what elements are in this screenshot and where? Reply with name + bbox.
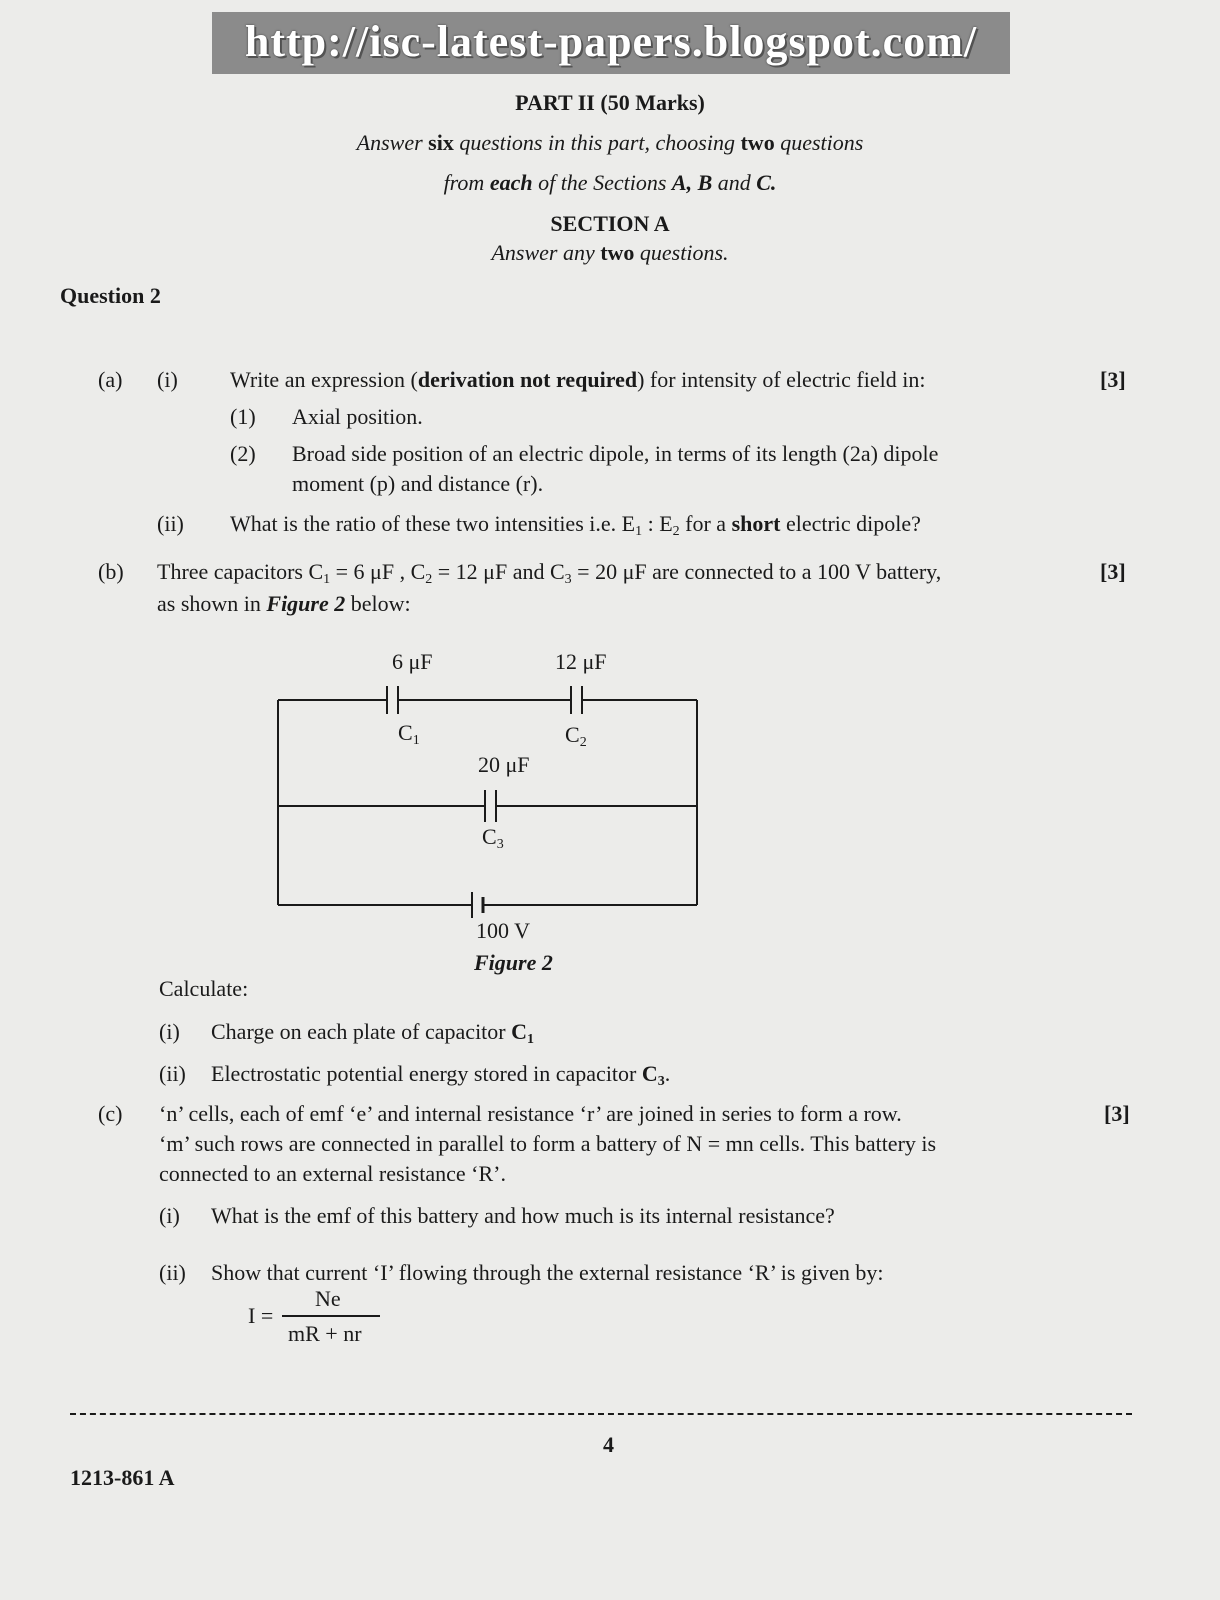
section-instruction: Answer any two questions. (491, 240, 729, 265)
part-a-label: (a) (98, 367, 123, 392)
c3-value-label: 20 μF (478, 752, 530, 777)
section-heading: SECTION A (550, 211, 670, 236)
part-c-label: (c) (98, 1101, 123, 1126)
banner-url: http://isc-latest-papers.blogspot.com/ (244, 17, 978, 66)
part-b-ii-text: Electrostatic potential energy stored in capacitor $C_3$. (211, 1061, 671, 1089)
part-c-ii-label: (ii) (159, 1260, 186, 1285)
c3-name-label: $C_3$ (482, 824, 504, 852)
part-c-line1: ‘n’ cells, each of emf ‘e’ and internal resistance ‘r’ are joined in series to form a row. (159, 1101, 902, 1126)
part-b-i-text: Charge on each plate of capacitor $C_1$ (211, 1019, 535, 1047)
c1-name-label: $C_1$ (398, 720, 420, 748)
figure-caption: Figure 2 (474, 950, 553, 975)
sub2-line1: Broad side position of an electric dipole, in terms of its length (2a) dipole (292, 441, 939, 466)
part-b-line2: as shown in Figure 2 below: (157, 591, 411, 616)
part-a-i-text: Write an expression (derivation not required) for intensity of electric field in: (230, 367, 926, 392)
sub1-label: (1) (230, 404, 256, 429)
c2-name-label: $C_2$ (565, 722, 587, 750)
formula-numerator: Ne (315, 1286, 341, 1311)
footer-divider (70, 1413, 1132, 1415)
part-b-marks: [3] (1100, 559, 1126, 584)
part-c-marks: [3] (1104, 1101, 1130, 1126)
part-a-ii-label: (ii) (157, 511, 184, 536)
sub1-text: Axial position. (292, 404, 423, 429)
formula-fraction-bar (282, 1315, 380, 1317)
part-b-line1: Three capacitors $C_1 = 6$ μF , $C_2 = 12$ μF and $C_3 = 20$ μF are connected to a 100 V battery, (157, 559, 942, 587)
part-b-i-label: (i) (159, 1019, 180, 1044)
part-instruction-line1: Answer six questions in this part, choosing two questions (356, 130, 864, 155)
battery-label: 100 V (476, 918, 530, 943)
question-title: Question 2 (60, 283, 161, 308)
formula-lhs: I = (248, 1303, 274, 1328)
part-instruction-line2: from each of the Sections A, B and C. (443, 170, 777, 195)
c2-value-label: 12 μF (555, 649, 607, 674)
paper-code: 1213-861 A (70, 1465, 175, 1490)
part-a-i-label: (i) (157, 367, 178, 392)
sub2-label: (2) (230, 441, 256, 466)
part-c-ii-text: Show that current ‘I’ flowing through the external resistance ‘R’ is given by: (211, 1260, 884, 1285)
part-b-ii-label: (ii) (159, 1061, 186, 1086)
part-c-line2: ‘m’ such rows are connected in parallel to form a battery of N = mn cells. This battery is (159, 1131, 937, 1156)
c1-value-label: 6 μF (392, 649, 433, 674)
part-c-i-text: What is the emf of this battery and how much is its internal resistance? (211, 1203, 835, 1228)
part-c-i-label: (i) (159, 1203, 180, 1228)
part-a-marks: [3] (1100, 367, 1126, 392)
site-banner (212, 12, 1010, 74)
part-b-label: (b) (98, 559, 124, 584)
part-c-line3: connected to an external resistance ‘R’. (159, 1161, 506, 1186)
page-number: 4 (603, 1432, 614, 1457)
calculate-label: Calculate: (159, 976, 249, 1001)
part-a-ii-text: What is the ratio of these two intensities i.e. $E_1$ : $E_2$ for a short electric dipole? (230, 511, 921, 539)
sub2-line2: moment (p) and distance (r). (292, 471, 544, 496)
part-heading: PART II (50 Marks) (515, 90, 705, 115)
formula-denominator: mR + nr (288, 1321, 362, 1346)
